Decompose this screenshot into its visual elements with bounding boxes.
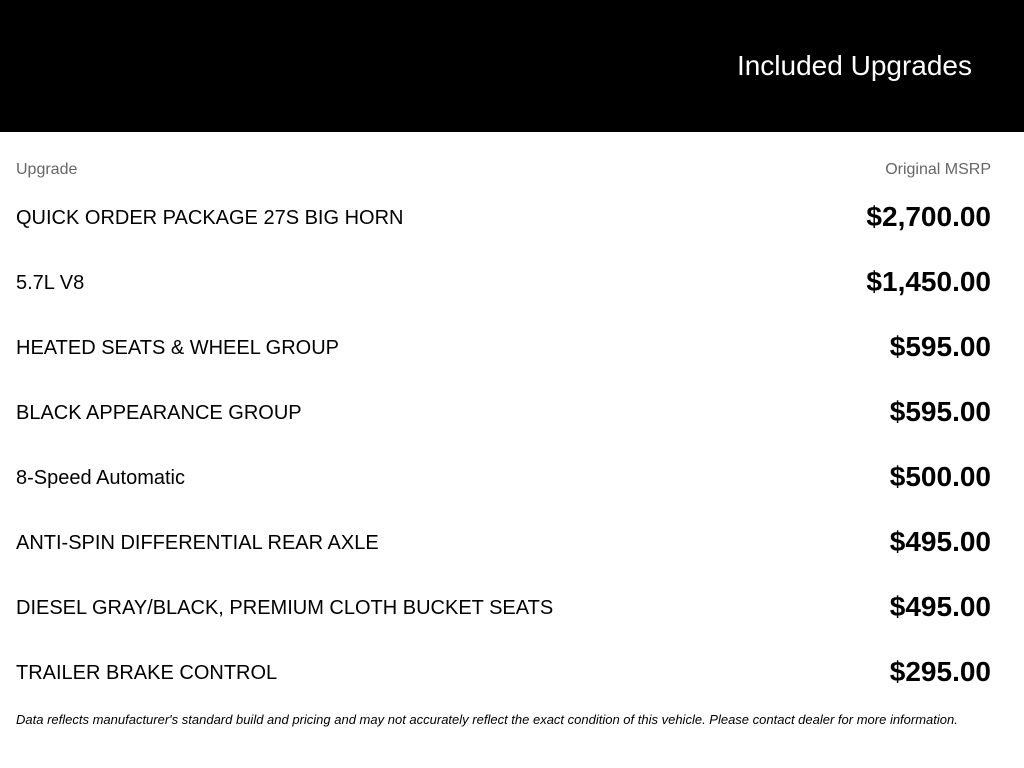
upgrade-row [0, 192, 1024, 257]
upgrade-row [0, 647, 1024, 712]
column-header-upgrade: Upgrade [16, 161, 78, 178]
upgrades-list [0, 192, 1024, 712]
upgrade-name: ANTI-SPIN DIFFERENTIAL REAR AXLE [16, 532, 379, 554]
upgrade-price: $295.00 [889, 656, 991, 687]
disclaimer-text: Data reflects manufacturer's standard build and pricing and may not accurately reflect the exact condition of this vehicle. Please contact dealer for more information. [16, 712, 958, 727]
page-header [0, 0, 1024, 132]
upgrade-name: TRAILER BRAKE CONTROL [16, 662, 278, 684]
upgrade-price: $495.00 [889, 526, 991, 557]
upgrade-price: $2,700.00 [866, 201, 991, 232]
upgrade-price: $595.00 [889, 331, 991, 362]
upgrade-name: 8-Speed Automatic [16, 467, 185, 489]
upgrade-row [0, 452, 1024, 517]
upgrade-name: DIESEL GRAY/BLACK, PREMIUM CLOTH BUCKET SEATS [16, 597, 554, 619]
upgrade-row [0, 387, 1024, 452]
column-header-msrp: Original MSRP [885, 161, 991, 178]
upgrade-price: $1,450.00 [866, 266, 991, 297]
upgrade-price: $495.00 [889, 591, 991, 622]
upgrade-row [0, 517, 1024, 582]
upgrade-price: $500.00 [889, 461, 991, 492]
upgrade-price: $595.00 [889, 396, 991, 427]
upgrade-name: BLACK APPEARANCE GROUP [16, 402, 302, 424]
upgrade-name: 5.7L V8 [16, 272, 85, 294]
upgrade-name: HEATED SEATS & WHEEL GROUP [16, 337, 340, 359]
upgrade-row [0, 257, 1024, 322]
upgrade-row [0, 322, 1024, 387]
upgrade-name: QUICK ORDER PACKAGE 27S BIG HORN [16, 207, 404, 229]
page-title: Included Upgrades [736, 50, 972, 81]
upgrade-row [0, 582, 1024, 647]
